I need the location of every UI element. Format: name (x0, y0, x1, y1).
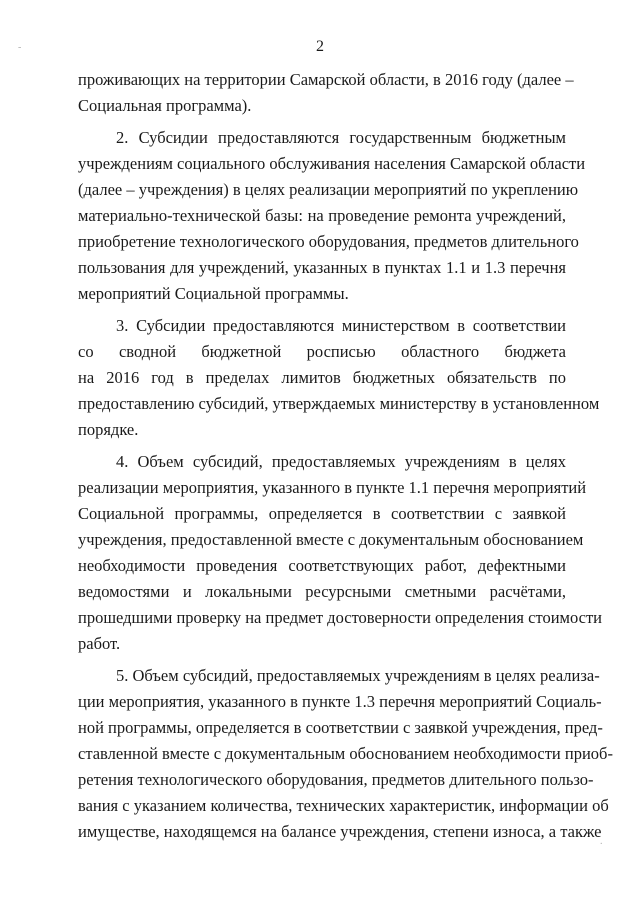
text-line: пользования для учреждений, указанных в пунктах 1.1 и 1.3 перечня (78, 258, 566, 277)
text-line: мероприятий Социальной программы. (78, 284, 349, 303)
text-line: Социальной программы, определяется в соответствии с заявкой (78, 504, 566, 523)
paragraph-2-first-line: 2. Субсидии предоставляются государственным бюджетным (116, 128, 566, 147)
text-line: имуществе, находящемся на балансе учреждения, степени износа, а также (78, 822, 602, 841)
text-line: необходимости проведения соответствующих работ, дефектными (78, 556, 566, 575)
text-line: прошедшими проверку на предмет достоверности определения стоимости (78, 608, 603, 627)
text-line: вания с указанием количества, технических характеристик, информации об (78, 796, 609, 815)
text-line: предоставлению субсидий, утверждаемых министерству в установленном (78, 394, 600, 413)
text-line: учреждения, предоставленной вместе с документальным обоснованием (78, 530, 584, 549)
text-line: со сводной бюджетной росписью областного бюджета (78, 342, 566, 361)
text-line: ставленной вместе с документальным обоснованием необходимости приоб- (78, 744, 613, 763)
text-line: работ. (78, 634, 121, 653)
text-line: учреждениям социального обслуживания населения Самарской области (78, 154, 586, 173)
text-line: Социальная программа). (78, 96, 252, 115)
text-line: (далее – учреждения) в целях реализации мероприятий по укреплению (78, 180, 579, 199)
paragraph-4-first-line: 4. Объем субсидий, предоставляемых учреждениям в целях (116, 452, 566, 471)
text-line: ведомостями и локальными ресурсными сметными расчётами, (78, 582, 566, 601)
scan-mark: . (600, 836, 603, 847)
text-line: ретения технологического оборудования, предметов длительного пользо- (78, 770, 594, 789)
text-line: ной программы, определяется в соответствии с заявкой учреждения, пред- (78, 718, 603, 737)
text-line: проживающих на территории Самарской области, в 2016 году (далее – (78, 70, 574, 89)
scan-mark: - (18, 42, 22, 53)
text-line: реализации мероприятия, указанного в пункте 1.1 перечня мероприятий (78, 478, 587, 497)
page-number: 2 (316, 38, 324, 55)
text-line: на 2016 год в пределах лимитов бюджетных обязательств по (78, 368, 566, 387)
text-line: порядке. (78, 420, 139, 439)
text-line: ции мероприятия, указанного в пункте 1.3 перечня мероприятий Социаль- (78, 692, 602, 711)
paragraph-3-first-line: 3. Субсидии предоставляются министерством в соответствии (116, 316, 566, 335)
text-line: приобретение технологического оборудования, предметов длительного (78, 232, 579, 251)
text-line: материально-технической базы: на проведение ремонта учреждений, (78, 206, 566, 225)
paragraph-5-first-line: 5. Объем субсидий, предоставляемых учреждениям в целях реализа- (116, 666, 600, 685)
